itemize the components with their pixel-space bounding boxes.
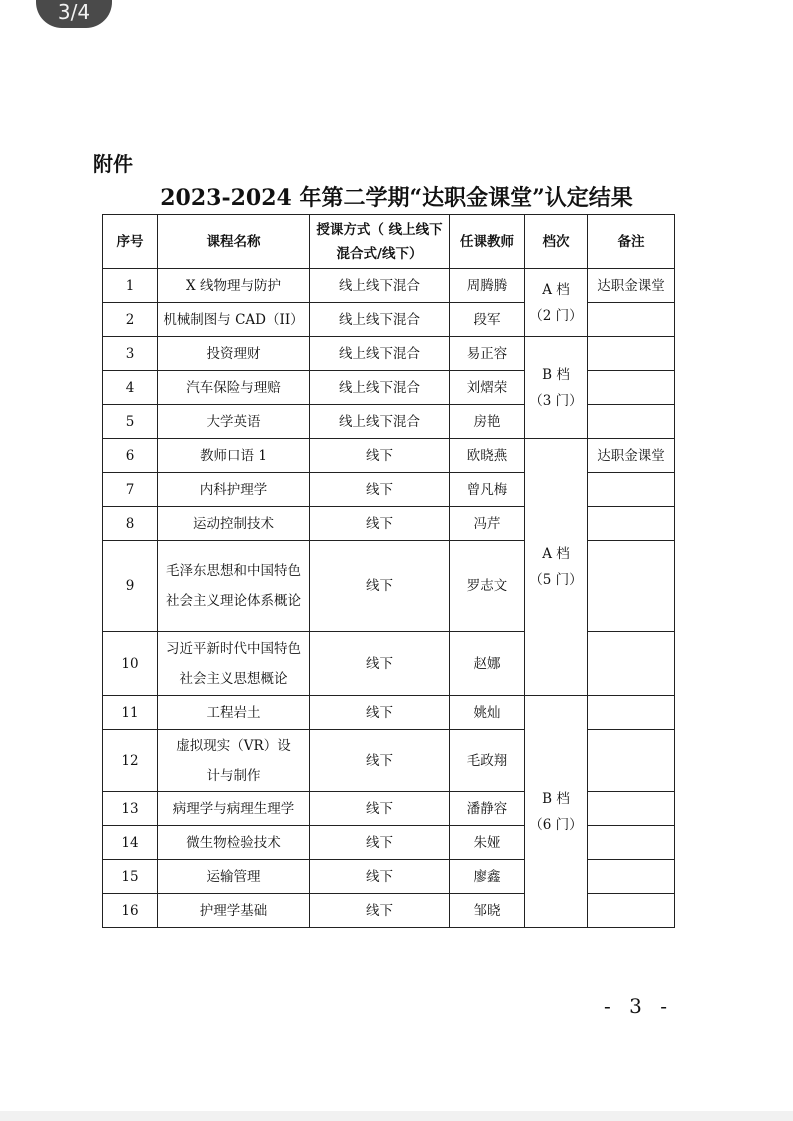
cell-note: 达职金课堂 — [588, 269, 675, 303]
cell-no: 3 — [103, 337, 158, 371]
cell-teacher: 朱娅 — [450, 826, 525, 860]
table-row — [103, 371, 675, 405]
cell-mode: 线下 — [310, 696, 450, 730]
cell-teacher: 易正容 — [450, 337, 525, 371]
cell-teacher: 冯芹 — [450, 507, 525, 541]
grade-count: （2 门） — [529, 307, 583, 324]
results-table — [102, 214, 675, 928]
table-row — [103, 894, 675, 928]
cell-course: 虚拟现实（VR）设计与制作 — [158, 730, 310, 792]
header-note: 备注 — [588, 215, 675, 269]
cell-grade — [525, 269, 588, 337]
cell-note — [588, 507, 675, 541]
cell-mode: 线上线下混合 — [310, 303, 450, 337]
cell-teacher: 潘静容 — [450, 792, 525, 826]
cell-mode: 线下 — [310, 894, 450, 928]
cell-course: 运输管理 — [158, 860, 310, 894]
grade-count: （6 门） — [529, 816, 583, 833]
grade-level: B 档 — [542, 366, 570, 383]
cell-note — [588, 371, 675, 405]
cell-note: 达职金课堂 — [588, 439, 675, 473]
cell-no: 2 — [103, 303, 158, 337]
cell-note — [588, 860, 675, 894]
cell-teacher: 曾凡梅 — [450, 473, 525, 507]
cell-course: 病理学与病理生理学 — [158, 792, 310, 826]
table-row — [103, 730, 675, 792]
table-row — [103, 507, 675, 541]
cell-mode: 线上线下混合 — [310, 405, 450, 439]
cell-no: 4 — [103, 371, 158, 405]
cell-no: 6 — [103, 439, 158, 473]
cell-mode: 线下 — [310, 792, 450, 826]
cell-mode: 线下 — [310, 473, 450, 507]
attachment-label: 附件 — [93, 152, 133, 176]
cell-course: 内科护理学 — [158, 473, 310, 507]
table-row — [103, 860, 675, 894]
table-row — [103, 473, 675, 507]
cell-note — [588, 792, 675, 826]
cell-no: 14 — [103, 826, 158, 860]
table-row — [103, 405, 675, 439]
cell-no: 8 — [103, 507, 158, 541]
cell-course: 大学英语 — [158, 405, 310, 439]
cell-no: 12 — [103, 730, 158, 792]
cell-mode: 线上线下混合 — [310, 269, 450, 303]
cell-no: 11 — [103, 696, 158, 730]
cell-mode: 线下 — [310, 860, 450, 894]
cell-note — [588, 730, 675, 792]
cell-course: 工程岩土 — [158, 696, 310, 730]
table-row — [103, 303, 675, 337]
header-no: 序号 — [103, 215, 158, 269]
header-mode: 授课方式（ 线上线下混合式/线下） — [310, 215, 450, 269]
cell-note — [588, 473, 675, 507]
cell-note — [588, 541, 675, 632]
page-number: - 3 - — [604, 994, 673, 1018]
cell-mode: 线下 — [310, 730, 450, 792]
cell-no: 16 — [103, 894, 158, 928]
cell-grade — [525, 337, 588, 439]
cell-teacher: 毛政翔 — [450, 730, 525, 792]
grade-level: B 档 — [542, 790, 570, 807]
table-row — [103, 632, 675, 696]
grade-count: （5 门） — [529, 572, 583, 588]
cell-teacher: 邹晓 — [450, 894, 525, 928]
cell-course: 护理学基础 — [158, 894, 310, 928]
page-counter-badge: 3/4 — [36, 0, 112, 28]
cell-course: 毛泽东思想和中国特色社会主义理论体系概论 — [158, 541, 310, 632]
cell-course: 机械制图与 CAD（II） — [158, 303, 310, 337]
cell-mode: 线上线下混合 — [310, 337, 450, 371]
cell-note — [588, 303, 675, 337]
header-teacher: 任课教师 — [450, 215, 525, 269]
cell-no: 5 — [103, 405, 158, 439]
cell-teacher: 房艳 — [450, 405, 525, 439]
cell-mode: 线下 — [310, 826, 450, 860]
cell-teacher: 赵娜 — [450, 632, 525, 696]
document-title: 2023-2024 年第二学期“达职金课堂”认定结果 — [160, 185, 633, 211]
cell-note — [588, 337, 675, 371]
cell-mode: 线下 — [310, 439, 450, 473]
table-row — [103, 269, 675, 303]
cell-course: 微生物检验技术 — [158, 826, 310, 860]
cell-course: X 线物理与防护 — [158, 269, 310, 303]
cell-teacher: 刘熠荣 — [450, 371, 525, 405]
cell-note — [588, 696, 675, 730]
cell-teacher: 廖鑫 — [450, 860, 525, 894]
header-course: 课程名称 — [158, 215, 310, 269]
cell-mode: 线下 — [310, 507, 450, 541]
table-row — [103, 826, 675, 860]
table-row — [103, 541, 675, 632]
cell-course: 投资理财 — [158, 337, 310, 371]
cell-no: 15 — [103, 860, 158, 894]
header-grade: 档次 — [525, 215, 588, 269]
table-row — [103, 792, 675, 826]
cell-mode: 线上线下混合 — [310, 371, 450, 405]
table-row — [103, 696, 675, 730]
cell-course: 教师口语 1 — [158, 439, 310, 473]
cell-course: 汽车保险与理赔 — [158, 371, 310, 405]
cell-no: 7 — [103, 473, 158, 507]
table-row — [103, 337, 675, 371]
grade-level: A 档 — [542, 281, 570, 298]
table-header-row — [103, 215, 675, 269]
cell-grade — [525, 439, 588, 696]
cell-course: 运动控制技术 — [158, 507, 310, 541]
cell-no: 10 — [103, 632, 158, 696]
cell-note — [588, 405, 675, 439]
cell-no: 9 — [103, 541, 158, 632]
cell-teacher: 欧晓燕 — [450, 439, 525, 473]
cell-course: 习近平新时代中国特色社会主义思想概论 — [158, 632, 310, 696]
cell-no: 1 — [103, 269, 158, 303]
cell-teacher: 姚灿 — [450, 696, 525, 730]
grade-count: （3 门） — [529, 392, 583, 409]
cell-note — [588, 632, 675, 696]
table-row — [103, 439, 675, 473]
grade-level: A 档 — [542, 546, 570, 562]
cell-grade — [525, 696, 588, 928]
cell-no: 13 — [103, 792, 158, 826]
cell-mode: 线下 — [310, 541, 450, 632]
cell-teacher: 罗志文 — [450, 541, 525, 632]
cell-mode: 线下 — [310, 632, 450, 696]
cell-note — [588, 894, 675, 928]
cell-teacher: 段军 — [450, 303, 525, 337]
scan-edge — [0, 1111, 793, 1121]
cell-note — [588, 826, 675, 860]
cell-teacher: 周腾腾 — [450, 269, 525, 303]
